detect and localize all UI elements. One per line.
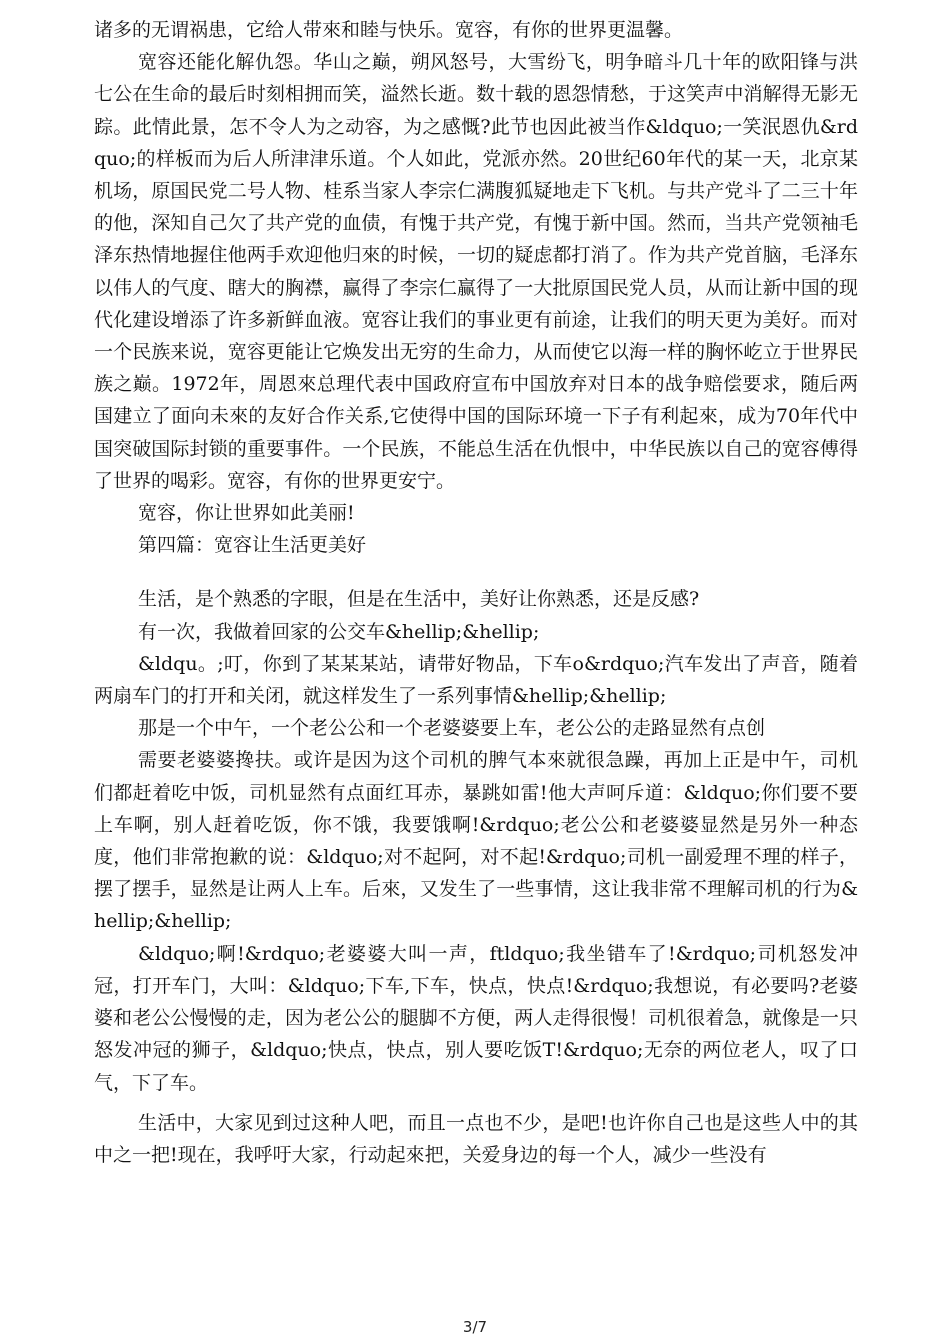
paragraph-world-beautiful: 宽容，你让世界如此美丽! [138, 502, 355, 525]
paragraph-driver-temper: 需要老婆婆搀扶。或许是因为这个司机的脾气本來就很急躁，再加上正是中午，司机们都赶着吃中饭，司机显然有点面红耳赤，暴跳如雷!他大声呵斥道：&ldquo;你们要不要上车啊，别人赶着吃饭，你不饿，我要饿啊!&rdquo;老公公和老婆婆显然是另外一种态度，他们非常抱歉的说：&ldquo;对不起阿，对不起!&rdquo;司机一副爱理不理的样子，摆了摆手，显然是让两人上车。后來，又发生了一些事情，这让我非常不理解司机的行为&hellip;&hellip; [94, 749, 858, 933]
blank-space-small [94, 1099, 858, 1107]
paragraph-wrong-bus: &ldquo;啊!&rdquo;老婆婆大叫一声，ftldquo;我坐错车了!&rdquo;司机怒发冲冠，打开车门，大叫：&ldquo;下车,下车，快点，快点!&rdquo;我想说，有必要吗?老婆婆和老公公慢慢的走，因为老公公的腿脚不方便，两人走得很慢！司机很着急，就像是一只怒发冲冠的狮子，&ldquo;快点，快点，别人要吃饭T!&rdquo;无奈的两位老人，叹了口气，下了车。 [94, 942, 858, 1094]
page-number: 3/7 [462, 1318, 488, 1336]
blank-space [94, 561, 858, 583]
paragraph-continuation: 诸多的无谓祸患，它给人带來和睦与快乐。宽容，有你的世界更温馨。 [94, 19, 684, 41]
paragraph-bus-announcement: &ldqu。;叮，你到了某某某站，请带好物品，下车o&rdquo;汽车发出了声音，随着两扇车门的打开和关闭，就这样发生了一系列事情&hellip;&hellip; [94, 652, 858, 708]
paragraph-life-intro: 生活，是个熟悉的字眼，但是在生活中，美好让你熟悉，还是反感? [138, 588, 700, 611]
section-heading: 第四篇：宽容让生活更美好 [138, 534, 367, 557]
paragraph-bus-ride: 有一次，我做着回家的公交车&hellip;&hellip; [138, 620, 540, 643]
paragraph-call-to-action: 生活中，大家见到过这种人吧，而且一点也不少，是吧!也许你自己也是这些人中的其中之一把!现在，我呼吁大家，行动起來把，关爱身边的每一个人，减少一些没有 [94, 1111, 858, 1166]
paragraph-forgiveness-resolves-hatred: 宽容还能化解仇怨。华山之巅，朔风怒号，大雪纷飞，明争暗斗几十年的欧阳锋与洪七公在生命的最后时刻相拥而笑，溢然长逝。数十载的恩怨情愁，于这笑声中消解得无影无踪。此情此景，怎不令人为之动容，为之感慨?此节也因此被当作&ldquo;一笑泯恩仇&rdquo;的样板而为后人所津津乐道。个人如此，党派亦然。20世纪60年代的某一天，北京某机场，原国民党二号人物、桂系当家人李宗仁满腹狐疑地走下飞机。与共产党斗了二三十年的他，深知自己欠了共产党的血债，有愧于共产党，有愧于新中国。然而，当共产党领袖毛泽东热情地握住他两手欢迎他归來的时候，一切的疑虑都打消了。作为共产党首脑，毛泽东以伟人的气度、瞎大的胸襟，赢得了李宗仁赢得了一大批原国民党人员，从而让新中国的现代化建设增添了许多新鲜血液。宽容让我们的事业更有前途，让我们的明天更为美好。而对一个民族来说，宽容更能让它焕发出无穷的生命力，从而使它以海一样的胸怀屹立于世界民族之巅。1972年，周恩來总理代表中国政府宣布中国放弃对日本的战争赔偿要求，随后两国建立了面向未來的友好合作关系,它使得中国的国际环境一下子有利起來，成为70年代中国突破国际封锁的重要事件。一个民族，不能总生活在仇恨中，中华民族以自己的宽容傅得了世界的喝彩。宽容，有你的世界更安宁。 [94, 51, 858, 492]
paragraph-elderly-couple: 那是一个中午，一个老公公和一个老婆婆要上车，老公公的走路显然有点创 [138, 717, 766, 740]
body-text [94, 14, 858, 1171]
